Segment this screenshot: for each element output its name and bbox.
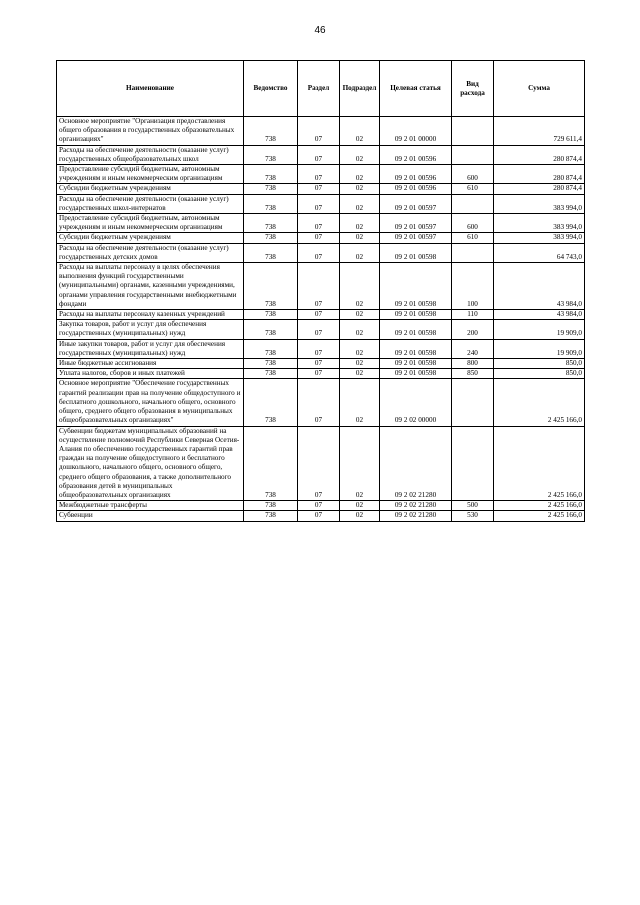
cell-vedomstvo: 738 xyxy=(244,194,298,213)
cell-podrazdel: 02 xyxy=(340,339,380,358)
cell-sum: 43 984,0 xyxy=(494,263,585,310)
cell-name: Основное мероприятие "Обеспечение государственных гарантий реализации прав на получение общедоступного и бесплатного дошкольного, начального общего, основного общего, среднего общего образования в муниципальных общеобразовательных организациях" xyxy=(57,379,244,426)
cell-sum: 19 909,0 xyxy=(494,339,585,358)
cell-target-article: 09 2 01 00597 xyxy=(380,233,452,243)
cell-podrazdel: 02 xyxy=(340,233,380,243)
page-number: 46 xyxy=(314,25,326,36)
cell-vedomstvo: 738 xyxy=(244,320,298,339)
cell-razdel: 07 xyxy=(298,117,340,146)
cell-podrazdel: 02 xyxy=(340,426,380,501)
cell-podrazdel: 02 xyxy=(340,310,380,320)
cell-sum: 383 994,0 xyxy=(494,194,585,213)
cell-sum: 729 611,4 xyxy=(494,117,585,146)
cell-name: Субвенции xyxy=(57,511,244,521)
cell-target-article: 09 2 01 00598 xyxy=(380,339,452,358)
cell-podrazdel: 02 xyxy=(340,320,380,339)
cell-name: Уплата налогов, сборов и иных платежей xyxy=(57,369,244,379)
cell-target-article: 09 2 01 00596 xyxy=(380,184,452,194)
cell-expense-type: 610 xyxy=(452,184,494,194)
cell-target-article: 09 2 01 00597 xyxy=(380,194,452,213)
cell-sum: 2 425 166,0 xyxy=(494,501,585,511)
cell-podrazdel: 02 xyxy=(340,511,380,521)
table-row xyxy=(57,194,585,213)
cell-target-article: 09 2 01 00597 xyxy=(380,214,452,233)
cell-target-article: 09 2 01 00598 xyxy=(380,359,452,369)
cell-expense-type: 850 xyxy=(452,369,494,379)
cell-vedomstvo: 738 xyxy=(244,310,298,320)
cell-sum: 2 425 166,0 xyxy=(494,426,585,501)
cell-name: Иные бюджетные ассигнования xyxy=(57,359,244,369)
cell-vedomstvo: 738 xyxy=(244,165,298,184)
cell-razdel: 07 xyxy=(298,145,340,164)
table-header-row xyxy=(57,61,585,117)
table-row xyxy=(57,310,585,320)
cell-vedomstvo: 738 xyxy=(244,184,298,194)
cell-target-article: 09 2 01 00598 xyxy=(380,320,452,339)
cell-vedomstvo: 738 xyxy=(244,379,298,426)
cell-target-article: 09 2 01 00598 xyxy=(380,243,452,262)
header-sum: Сумма xyxy=(494,61,585,117)
cell-razdel: 07 xyxy=(298,379,340,426)
header-vedomstvo: Ведомство xyxy=(244,61,298,117)
cell-name: Субсидии бюджетным учреждениям xyxy=(57,233,244,243)
cell-sum: 280 874,4 xyxy=(494,184,585,194)
cell-razdel: 07 xyxy=(298,426,340,501)
cell-name: Расходы на обеспечение деятельности (оказание услуг) государственных детских домов xyxy=(57,243,244,262)
cell-podrazdel: 02 xyxy=(340,369,380,379)
header-name: Наименование xyxy=(57,61,244,117)
cell-razdel: 07 xyxy=(298,243,340,262)
cell-expense-type: 110 xyxy=(452,310,494,320)
cell-vedomstvo: 738 xyxy=(244,145,298,164)
cell-target-article: 09 2 01 00598 xyxy=(380,263,452,310)
budget-table xyxy=(56,60,585,522)
table-row xyxy=(57,214,585,233)
cell-target-article: 09 2 01 00000 xyxy=(380,117,452,146)
cell-expense-type xyxy=(452,426,494,501)
cell-target-article: 09 2 02 21280 xyxy=(380,511,452,521)
table-row xyxy=(57,145,585,164)
cell-vedomstvo: 738 xyxy=(244,359,298,369)
table-row xyxy=(57,263,585,310)
cell-vedomstvo: 738 xyxy=(244,243,298,262)
cell-podrazdel: 02 xyxy=(340,263,380,310)
cell-name: Расходы на обеспечение деятельности (оказание услуг) государственных общеобразовательных школ xyxy=(57,145,244,164)
table-row xyxy=(57,320,585,339)
cell-target-article: 09 2 02 00000 xyxy=(380,379,452,426)
cell-sum: 43 984,0 xyxy=(494,310,585,320)
cell-sum: 850,0 xyxy=(494,359,585,369)
table-row xyxy=(57,243,585,262)
cell-name: Предоставление субсидий бюджетным, автономным учреждениям и иным некоммерческим организациям xyxy=(57,165,244,184)
cell-expense-type: 200 xyxy=(452,320,494,339)
table-row xyxy=(57,339,585,358)
cell-name: Закупка товаров, работ и услуг для обеспечения государственных (муниципальных) нужд xyxy=(57,320,244,339)
cell-sum: 383 994,0 xyxy=(494,214,585,233)
cell-razdel: 07 xyxy=(298,511,340,521)
cell-name: Межбюджетные трансферты xyxy=(57,501,244,511)
table-row xyxy=(57,511,585,521)
cell-target-article: 09 2 01 00596 xyxy=(380,145,452,164)
cell-name: Иные закупки товаров, работ и услуг для обеспечения государственных (муниципальных) нужд xyxy=(57,339,244,358)
table-row xyxy=(57,184,585,194)
cell-target-article: 09 2 01 00596 xyxy=(380,165,452,184)
cell-razdel: 07 xyxy=(298,194,340,213)
cell-razdel: 07 xyxy=(298,339,340,358)
cell-name: Основное мероприятие "Организация предоставления общего образования в государственных образовательных организациях" xyxy=(57,117,244,146)
cell-razdel: 07 xyxy=(298,320,340,339)
table-row xyxy=(57,117,585,146)
cell-sum: 2 425 166,0 xyxy=(494,379,585,426)
cell-podrazdel: 02 xyxy=(340,145,380,164)
cell-target-article: 09 2 02 21280 xyxy=(380,426,452,501)
cell-expense-type xyxy=(452,379,494,426)
cell-vedomstvo: 738 xyxy=(244,511,298,521)
cell-expense-type: 530 xyxy=(452,511,494,521)
cell-sum: 850,0 xyxy=(494,369,585,379)
cell-expense-type xyxy=(452,117,494,146)
cell-razdel: 07 xyxy=(298,233,340,243)
header-podrazdel: Подраздел xyxy=(340,61,380,117)
cell-razdel: 07 xyxy=(298,310,340,320)
header-razdel: Раздел xyxy=(298,61,340,117)
cell-vedomstvo: 738 xyxy=(244,117,298,146)
cell-podrazdel: 02 xyxy=(340,194,380,213)
cell-podrazdel: 02 xyxy=(340,117,380,146)
cell-vedomstvo: 738 xyxy=(244,233,298,243)
cell-razdel: 07 xyxy=(298,501,340,511)
cell-podrazdel: 02 xyxy=(340,214,380,233)
table-row xyxy=(57,233,585,243)
cell-name: Предоставление субсидий бюджетным, автономным учреждениям и иным некоммерческим организациям xyxy=(57,214,244,233)
cell-sum: 19 909,0 xyxy=(494,320,585,339)
table-row xyxy=(57,359,585,369)
table-row xyxy=(57,501,585,511)
cell-razdel: 07 xyxy=(298,369,340,379)
cell-vedomstvo: 738 xyxy=(244,501,298,511)
cell-sum: 64 743,0 xyxy=(494,243,585,262)
cell-sum: 2 425 166,0 xyxy=(494,511,585,521)
header-expense-type: Вид расхода xyxy=(452,61,494,117)
cell-name: Расходы на обеспечение деятельности (оказание услуг) государственных школ-интернатов xyxy=(57,194,244,213)
cell-vedomstvo: 738 xyxy=(244,263,298,310)
cell-vedomstvo: 738 xyxy=(244,214,298,233)
cell-razdel: 07 xyxy=(298,165,340,184)
cell-vedomstvo: 738 xyxy=(244,426,298,501)
cell-razdel: 07 xyxy=(298,214,340,233)
table-row xyxy=(57,369,585,379)
cell-vedomstvo: 738 xyxy=(244,339,298,358)
cell-expense-type: 100 xyxy=(452,263,494,310)
cell-name: Расходы на выплаты персоналу в целях обеспечения выполнения функций государственными (муниципальными) органами, казенными учреждениями, органами управления государственными внебюджетными фондами xyxy=(57,263,244,310)
cell-podrazdel: 02 xyxy=(340,165,380,184)
cell-name: Субсидии бюджетным учреждениям xyxy=(57,184,244,194)
cell-sum: 280 874,4 xyxy=(494,165,585,184)
cell-sum: 383 994,0 xyxy=(494,233,585,243)
cell-expense-type: 600 xyxy=(452,165,494,184)
cell-podrazdel: 02 xyxy=(340,184,380,194)
cell-expense-type: 500 xyxy=(452,501,494,511)
table-row xyxy=(57,426,585,501)
cell-vedomstvo: 738 xyxy=(244,369,298,379)
cell-target-article: 09 2 02 21280 xyxy=(380,501,452,511)
cell-podrazdel: 02 xyxy=(340,359,380,369)
header-target-article: Целевая статья xyxy=(380,61,452,117)
cell-name: Расходы на выплаты персоналу казенных учреждений xyxy=(57,310,244,320)
cell-expense-type: 610 xyxy=(452,233,494,243)
cell-target-article: 09 2 01 00598 xyxy=(380,369,452,379)
cell-target-article: 09 2 01 00598 xyxy=(380,310,452,320)
cell-sum: 280 874,4 xyxy=(494,145,585,164)
cell-razdel: 07 xyxy=(298,184,340,194)
cell-expense-type: 800 xyxy=(452,359,494,369)
cell-expense-type: 240 xyxy=(452,339,494,358)
cell-name: Субвенции бюджетам муниципальных образований на осуществление полномочий Республики Северная Осетия-Алания по обеспечению государственных гарантий прав граждан на получение общедоступного и бесплатного дошкольного, начального общего, основного общего, среднего общего образования, а также дополнительного образования детей в муниципальных общеобразовательных организациях xyxy=(57,426,244,501)
cell-podrazdel: 02 xyxy=(340,243,380,262)
cell-expense-type: 600 xyxy=(452,214,494,233)
cell-razdel: 07 xyxy=(298,359,340,369)
cell-expense-type xyxy=(452,194,494,213)
table-row xyxy=(57,379,585,426)
cell-razdel: 07 xyxy=(298,263,340,310)
cell-podrazdel: 02 xyxy=(340,501,380,511)
cell-expense-type xyxy=(452,243,494,262)
cell-podrazdel: 02 xyxy=(340,379,380,426)
table-row xyxy=(57,165,585,184)
cell-expense-type xyxy=(452,145,494,164)
